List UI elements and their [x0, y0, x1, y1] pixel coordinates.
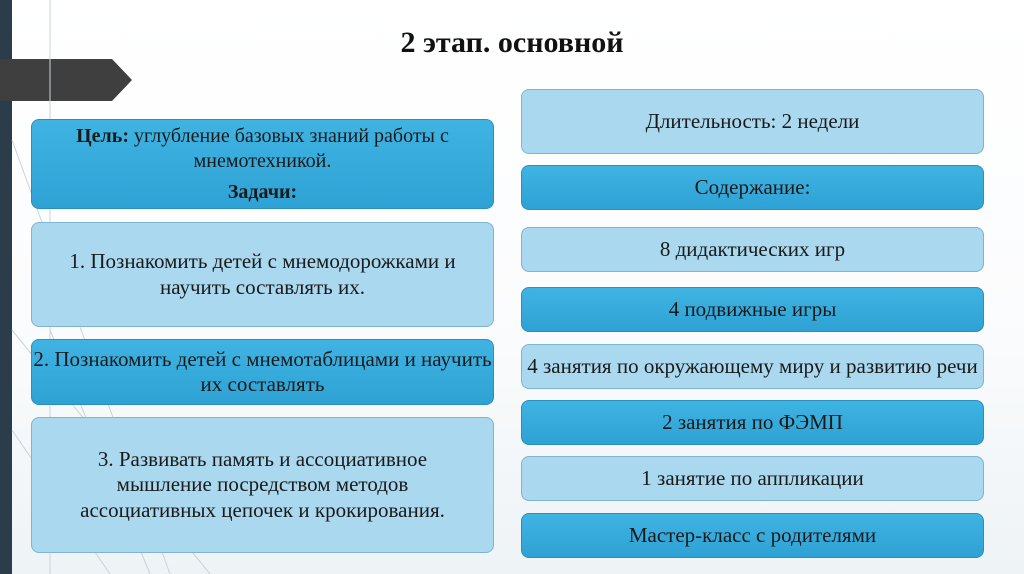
right-item-world-lessons	[521, 344, 984, 389]
goal-text	[32, 124, 493, 174]
task-box-1	[31, 222, 494, 327]
page-title: 2 этап. основной	[400, 26, 624, 59]
goal-label: Цель:	[76, 125, 129, 147]
task-text-1: 1. Познакомить детей с мнемодорожками и научить составлять их.	[69, 249, 456, 299]
right-item-femp-lessons	[521, 400, 984, 445]
goal-description: углубление базовых знаний работы с мнемотехникой.	[129, 125, 449, 172]
world-lessons-text: 4 занятия по окружающему миру и развитию речи	[527, 353, 978, 378]
right-item-duration	[521, 89, 984, 154]
content-header-text: Содержание:	[694, 174, 811, 199]
right-item-applique-lesson	[521, 456, 984, 501]
master-class-text: Мастер-класс с родителями	[628, 522, 877, 547]
duration-text: Длительность: 2 недели	[645, 108, 860, 133]
task-box-2	[31, 339, 494, 405]
right-item-content-header	[521, 165, 984, 210]
femp-lessons-text: 2 занятия по ФЭМП	[662, 409, 843, 434]
applique-lesson-text: 1 занятие по аппликации	[641, 465, 864, 490]
task-text-2: 2. Познакомить детей с мнемотаблицами и научить их составлять	[33, 346, 492, 396]
right-item-outdoor-games	[521, 287, 984, 332]
outdoor-games-text: 4 подвижные игры	[668, 296, 837, 321]
didactic-games-text: 8 дидактических игр	[659, 236, 846, 261]
task-text-3: 3. Развивать память и ассоциативное мышление посредством методов ассоциативных цепочек и крокирования.	[80, 447, 445, 522]
tasks-label: Задачи:	[227, 181, 298, 203]
right-item-master-class	[521, 513, 984, 558]
task-box-3	[31, 417, 494, 553]
right-item-didactic-games	[521, 227, 984, 272]
goal-box	[31, 119, 494, 209]
